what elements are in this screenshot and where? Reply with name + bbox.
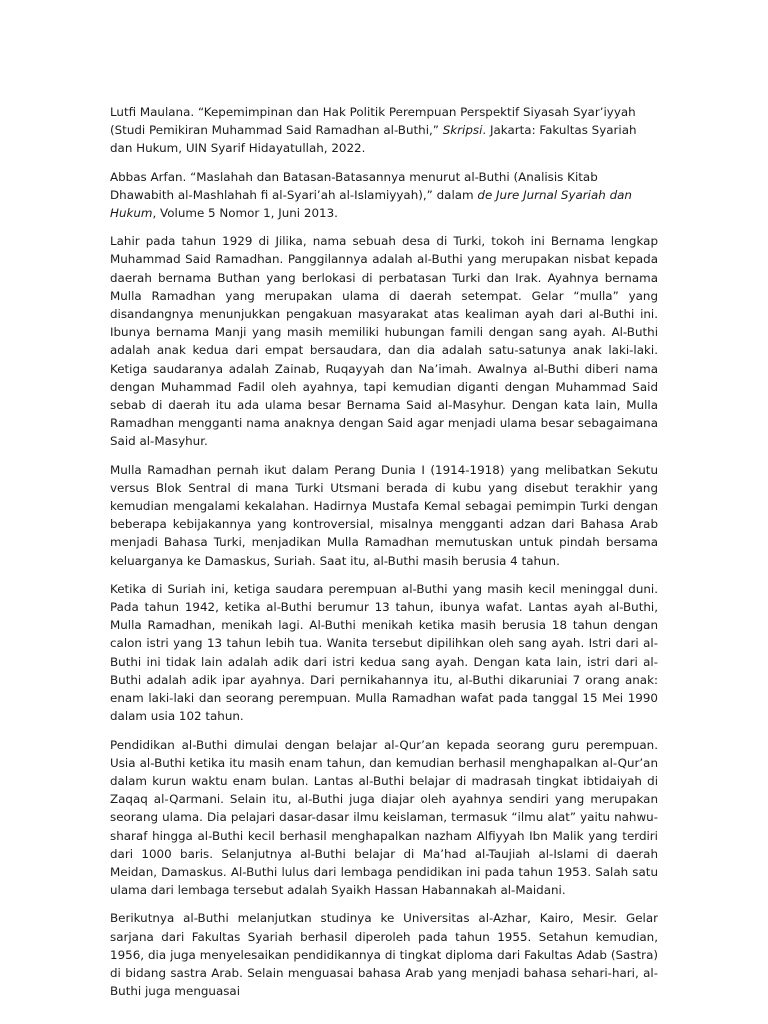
reference-author: Abbas Arfan. <box>110 169 187 184</box>
reference-entry-1 <box>110 103 658 158</box>
body-paragraph-3: Ketika di Suriah ini, ketiga saudara perempuan al-Buthi yang masih kecil meninggal duni. Pada tahun 1942, ketika al-Buthi berumur 13 tahun, ibunya wafat. Lantas ayah al-Buthi, Mulla Ramadhan, menikah lagi. Al-Buthi menikah ketika masih berusia 18 tahun dengan calon istri yang 13 tahun lebih tua. Wanita tersebut dipilihkan oleh sang ayah. Istri dari al-Buthi ini tidak lain adalah adik dari istri kedua sang ayah. Dengan kata lain, istri dari al-Buthi adalah adik ipar ayahnya. Dari pernikahannya itu, al-Buthi dikaruniai 7 orang anak: enam laki-laki dan seorang perempuan. Mulla Ramadhan wafat pada tanggal 15 Mei 1990 dalam usia 102 tahun. <box>110 581 658 724</box>
reference-author: Lutfi Maulana. <box>110 105 195 119</box>
document-body <box>110 103 658 1010</box>
body-paragraph-1: Lahir pada tahun 1929 di Jilika, nama sebuah desa di Turki, tokoh ini Bernama lengkap Muhammad Said Ramadhan. Panggilannya adalah al-Buthi yang merupakan nisbat kepada daerah bernama Buthan yang berlokasi di perbatasan Turki dan Irak. Ayahnya bernama Mulla Ramadhan yang merupakan ulama di daerah setempat. Gelar “mulla” yang disandangnya menunjukkan pengakuan masyarakat atas kealiman ayah dari al-Buthi ini. Ibunya bernama Manji yang masih memiliki hubungan famili dengan sang ayah. Al-Buthi adalah anak kedua dari empat bersaudara, dan dia adalah satu-satunya anak laki-laki. Ketiga saudaranya adalah Zainab, Ruqayyah dan Na’imah. Awalnya al-Buthi diberi nama dengan Muhammad Fadil oleh ayahnya, tapi kemudian diganti dengan Muhammad Said sebab di daerah itu ada ulama besar Bernama Said al-Masyhur. Dengan kata lain, Mulla Ramadhan mengganti nama anaknya dengan Said agar menjadi ulama besar sebagaimana Said al-Masyhur. <box>110 234 658 449</box>
reference-work: Skripsi <box>442 123 483 138</box>
reference-details: . Jakarta: Fakultas Syariah dan Hukum, UIN Syarif Hidayatullah, 2022. <box>110 123 637 156</box>
reference-details: , Volume 5 Nomor 1, Juni 2013. <box>152 206 338 221</box>
reference-title: “Kepemimpinan dan Hak Politik Perempuan Perspektif Siyasah Syar’iyyah (Studi Pemikiran Muhammad Said Ramadhan al-Buthi,” <box>110 105 636 138</box>
body-paragraph-2: Mulla Ramadhan pernah ikut dalam Perang Dunia I (1914-1918) yang melibatkan Sekutu versus Blok Sentral di mana Turki Utsmani berada di kubu yang disebut terakhir yang kemudian mengalami kekalahan. Hadirnya Mustafa Kemal sebagai pemimpin Turki dengan beberapa kebijakannya yang kontroversial, misalnya mengganti adzan dari Bahasa Arab menjadi Bahasa Turki, menjadikan Mulla Ramadhan memutuskan untuk pindah bersama keluarganya ke Damaskus, Suriah. Saat itu, al-Buthi masih berusia 4 tahun. <box>110 462 658 568</box>
reference-work: de Jure Jurnal Syariah dan Hukum <box>110 187 632 221</box>
body-paragraph-5: Berikutnya al-Buthi melanjutkan studinya ke Universitas al-Azhar, Kairo, Mesir. Gelar sarjana dari Fakultas Syariah berhasil diperoleh pada tahun 1955. Setahun kemudian, 1956, dia juga menyelesaikan pendidikannya di tingkat diploma dari Fakultas Adab (Sastra) di bidang sastra Arab. Selain menguasai bahasa Arab yang menjadi bahasa sehari-hari, al-Buthi juga menguasai <box>110 911 658 999</box>
body-paragraph-4: Pendidikan al-Buthi dimulai dengan belajar al-Qur’an kepada seorang guru perempuan. Usia al-Buthi ketika itu masih enam tahun, dan kemudian berhasil menghapalkan al-Qur’an dalam kurun waktu enam bulan. Lantas al-Buthi belajar di madrasah tingkat ibtidaiyah di Zaqaq al-Qarmani. Selain itu, al-Buthi juga diajar oleh ayahnya sendiri yang merupakan seorang ulama. Dia pelajari dasar-dasar ilmu keislaman, termasuk “ilmu alat” yaitu nahwu-sharaf hingga al-Buthi kecil berhasil menghapalkan nazham Alfiyyah Ibn Malik yang terdiri dari 1000 baris. Selanjutnya al-Buthi belajar di Ma’had al-Taujiah al-Islami di daerah Meidan, Damaskus. Al-Buthi lulus dari lembaga pendidikan ini pada tahun 1953. Salah satu ulama dari lembaga tersebut adalah Syaikh Hassan Habannakah al-Maidani. <box>110 737 658 898</box>
reference-entry-2 <box>110 168 658 223</box>
reference-title: “Maslahah dan Batasan-Batasannya menurut al-Buthi (Analisis Kitab Dhawabith al-Mashlahah fi al-Syari’ah al-Islamiyyah),” dalam <box>110 169 598 202</box>
